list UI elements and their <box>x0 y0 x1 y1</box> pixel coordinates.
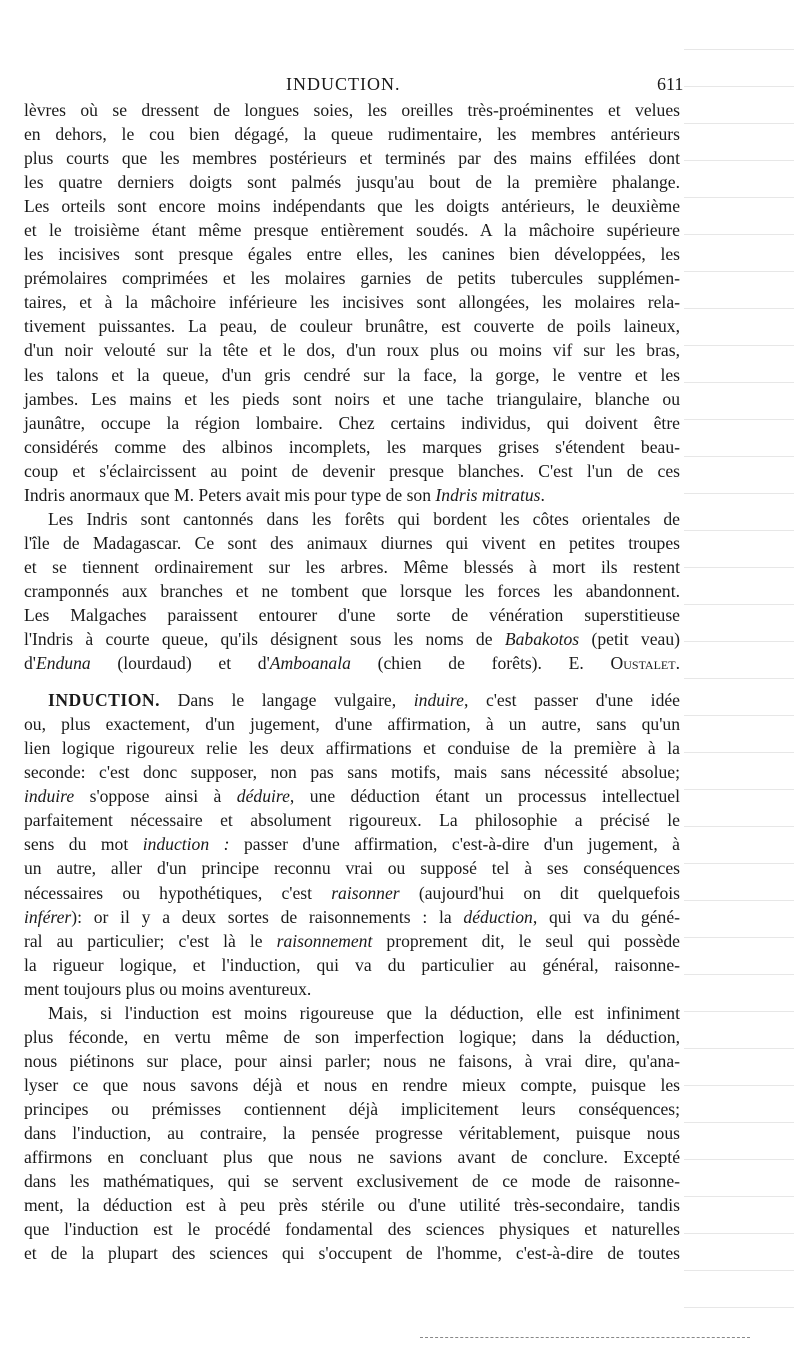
paragraph-2-line: et se tiennent ordinairement sur les arbres. Même blessés à mort ils restent <box>24 556 680 577</box>
paragraph-1-line: les quatre derniers doigts sont palmés jusqu'au bout de la première phalange. <box>24 172 680 193</box>
paragraph-1-line: jambes. Les mains et les pieds sont noirs et une tache triangulaire, blanche ou <box>24 388 680 409</box>
paragraph-3-line: lien logique rigoureux relie les deux affirmations et conduise de la première à la <box>24 738 680 759</box>
paragraph-3-line: un autre, aller d'un principe reconnu vrai ou supposé tel à ses conséquences <box>24 858 680 879</box>
scan-margin-artifacts <box>684 40 794 1330</box>
paragraph-4-line: affirmons en concluant plus que nous ne savions avant de conclure. Excepté <box>24 1147 680 1168</box>
paragraph-4-line: et de la plupart des sciences qui s'occupent de l'homme, c'est-à-dire de toutes <box>24 1243 680 1264</box>
paragraph-4-line: plus féconde, en vertu même de son imperfection logique; dans la déduction, <box>24 1026 680 1047</box>
species-name: Indris mitratus <box>435 484 541 505</box>
paragraph-4-line: principes ou prémisses contiennent déjà implicitement leurs conséquences; <box>24 1098 680 1119</box>
paragraph-3-line: induire s'oppose ainsi à déduire, une déduction étant un processus intellectuel <box>24 786 680 807</box>
paragraph-1-line: lèvres où se dressent de longues soies, les oreilles très-proéminentes et velues <box>24 100 680 120</box>
paragraph-1-line: et le troisième étant même presque entièrement soudés. A la mâchoire supérieure <box>24 220 680 241</box>
paragraph-1-line: taires, et à la mâchoire inférieure les incisives sont allongées, les molaires rela- <box>24 292 680 313</box>
paragraph-1-line: les talons et la queue, d'un gris cendré sur la face, la gorge, le ventre et les <box>24 364 680 385</box>
paragraph-1-line: en dehors, le cou bien dégagé, la queue rudimentaire, les membres antérieurs <box>24 124 680 145</box>
paragraph-2-line: l'Indris à courte queue, qu'ils désignent sous les noms de Babakotos (petit veau) <box>24 629 680 650</box>
paragraph-4-line: dans les mathématiques, qui se servent exclusivement de ce mode de raisonne- <box>24 1171 680 1192</box>
scan-bottom-artifact <box>420 1337 750 1339</box>
paragraph-3-last-line: ment toujours plus ou moins aventureux. <box>24 978 312 999</box>
author-signature: E. Oustalet. <box>568 653 680 674</box>
paragraph-3-line: ral au particulier; c'est là le raisonnement proprement dit, le seul qui possède <box>24 930 680 951</box>
entry-headword: INDUCTION. <box>48 690 161 711</box>
entry-first-line: INDUCTION. Dans le langage vulgaire, induire, c'est passer d'une idée <box>48 690 680 711</box>
paragraph-3-line: nécessaires ou hypothétiques, c'est raisonner (aujourd'hui on dit quelquefois <box>24 882 680 903</box>
paragraph-2-line: cramponnés aux branches et ne tombent que lorsque les forces les abandonnent. <box>24 580 680 601</box>
paragraph-2-line: l'île de Madagascar. Ce sont des animaux diurnes qui vivent en petites troupes <box>24 532 680 553</box>
text-body <box>24 98 680 1265</box>
paragraph-4-line: nous piétinons sur place, pour ainsi parler; nous ne faisons, à vrai dire, qu'ana- <box>24 1050 680 1071</box>
paragraph-1-line: les incisives sont presque égales entre elles, les canines bien développées, les <box>24 244 680 265</box>
paragraph-2-line: Les Malgaches paraissent entourer d'une sorte de vénération superstitieuse <box>24 604 680 625</box>
paragraph-3-line: sens du mot induction : passer d'une affirmation, c'est-à-dire d'un jugement, à <box>24 834 680 855</box>
paragraph-2-line: Les Indris sont cantonnés dans les forêts qui bordent les côtes orientales de <box>48 508 680 529</box>
paragraph-3-line: la rigueur logique, et l'induction, qui va du particulier au général, raisonne- <box>24 954 680 975</box>
paragraph-4-line: dans l'induction, au contraire, la pensée progresse véritablement, puisque nous <box>24 1122 680 1143</box>
paragraph-4-line: Mais, si l'induction est moins rigoureuse que la déduction, elle est infiniment <box>48 1002 680 1023</box>
paragraph-4-line: que l'induction est le procédé fondamental des sciences physiques et naturelles <box>24 1219 680 1240</box>
paragraph-4-line: ment, la déduction est à peu près stérile ou d'une utilité très-secondaire, tandis <box>24 1195 680 1216</box>
paragraph-1-line: coup et s'éclaircissent au point de devenir presque blanches. C'est l'un de ces <box>24 460 680 481</box>
paragraph-1-last-line: Indris anormaux que M. Peters avait mis pour type de son Indris mitratus. <box>24 484 545 505</box>
paragraph-3-line: seconde: c'est donc supposer, non pas sans motifs, mais sans nécessité absolue; <box>24 762 680 783</box>
paragraph-1-line: Les orteils sont encore moins indépendants que les doigts antérieurs, le deuxième <box>24 196 680 217</box>
running-head: INDUCTION. <box>286 74 401 94</box>
paragraph-1-line: jaunâtre, occupe la région lombaire. Chez certains individus, qui doivent être <box>24 412 680 433</box>
page-number: 611 <box>657 74 684 94</box>
paragraph-4-line: lyser ce que nous savons déjà et nous en rendre mieux compte, puisque les <box>24 1074 680 1095</box>
paragraph-1-line: plus courts que les membres postérieurs et terminés par des mains effilées dont <box>24 148 680 169</box>
paragraph-3-line: inférer): or il y a deux sortes de raisonnements : la déduction, qui va du géné- <box>24 906 680 927</box>
paragraph-2-last-line: d'Enduna (lourdaud) et d'Amboanala (chien de forêts). E. Oustalet. <box>24 653 680 674</box>
paragraph-1-line: d'un noir velouté sur la tête et le dos, d'un roux plus ou moins vif sur les bras, <box>24 340 680 361</box>
paragraph-1-line: considérés comme des albinos incomplets, les marques grises s'étendent beau- <box>24 436 680 457</box>
paragraph-1-line: prémolaires comprimées et les molaires garnies de petits tubercules supplémen- <box>24 268 680 289</box>
paragraph-3-line: ou, plus exactement, d'un jugement, d'une affirmation, à un autre, sans qu'un <box>24 714 680 735</box>
page-header <box>0 74 800 98</box>
paragraph-1-line: tivement puissantes. La peau, de couleur brunâtre, est couverte de poils laineux, <box>24 316 680 337</box>
paragraph-3-line: parfaitement nécessaire et absolument rigoureux. La philosophie a précisé le <box>24 810 680 831</box>
